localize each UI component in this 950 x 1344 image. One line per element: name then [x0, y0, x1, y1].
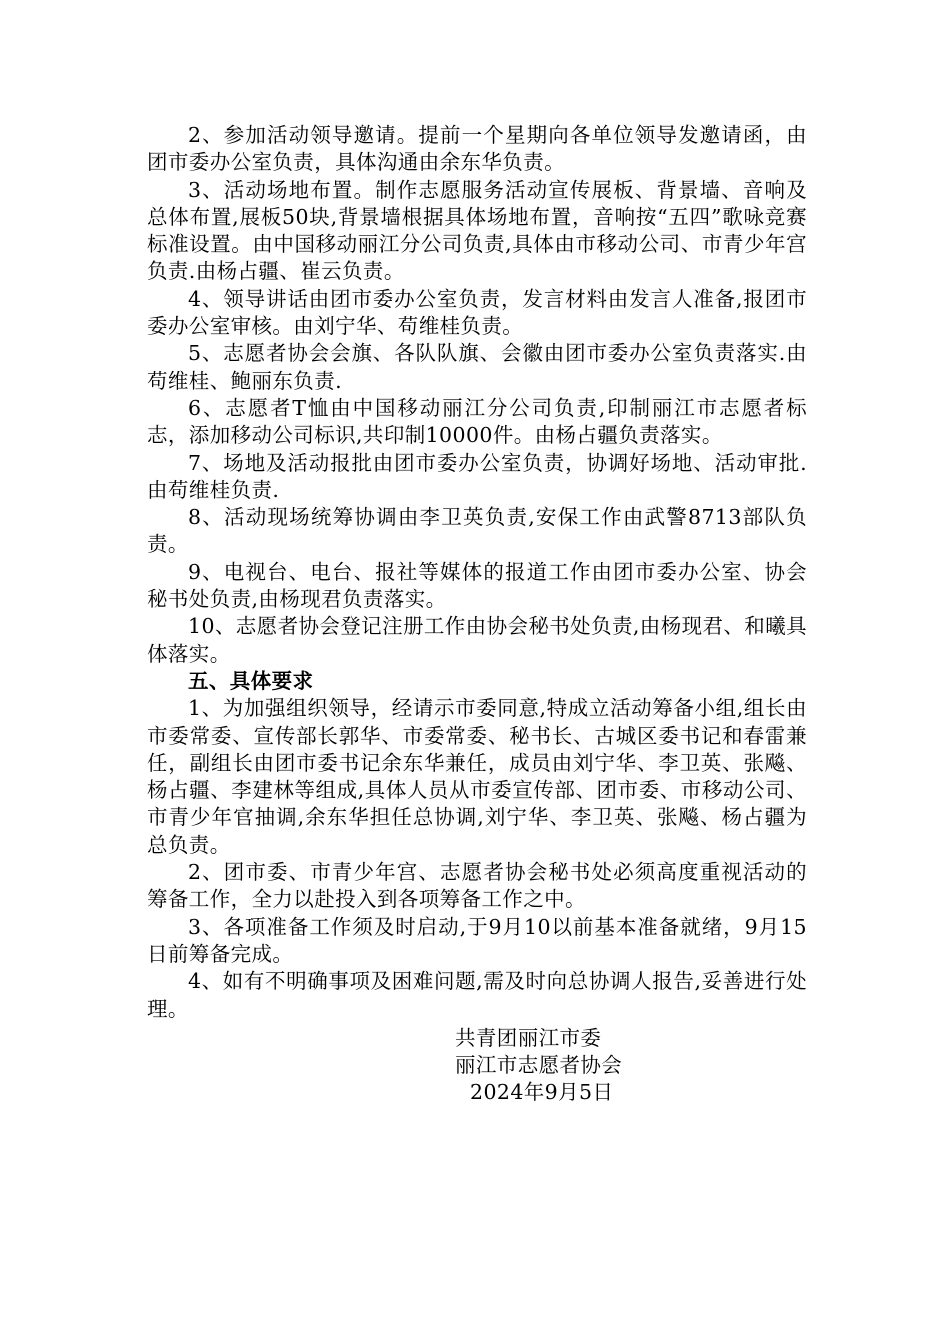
- signature-date: 2024年9月5日: [470, 1080, 614, 1105]
- paragraph-item: 3、活动场地布置。制作志愿服务活动宣传展板、背景墙、音响及总体布置,展板50块,背景墙根据具体场地布置，音响按“五四”歌咏竞赛标准设置。由中国移动丽江分公司负责,具体由市移动公司、市青少年宫负责.由杨占疆、崔云负责。: [147, 177, 807, 284]
- paragraph-item: 8、活动现场统筹协调由李卫英负责,安保工作由武警8713部队负责。: [147, 505, 807, 557]
- section-heading: 五、具体要求: [188, 668, 314, 693]
- signature-org-secondary: 丽江市志愿者协会: [455, 1053, 623, 1078]
- paragraph-item: 7、场地及活动报批由团市委办公室负责，协调好场地、活动审批.由苟维桂负责.: [147, 450, 807, 502]
- paragraph-item: 2、团市委、市青少年宫、志愿者协会秘书处必须高度重视活动的筹备工作，全力以赴投入到各项筹备工作之中。: [147, 860, 807, 912]
- document-body: [147, 122, 807, 1107]
- paragraph-item: 1、为加强组织领导，经请示市委同意,特成立活动筹备小组,组长由市委常委、宣传部长郭华、市委常委、秘书长、古城区委书记和春雷兼任，副组长由团市委书记余东华兼任，成员由刘宁华、李卫英、张飚、杨占疆、李建林等组成,具体人员从市委宣传部、团市委、市移动公司、市青少年官抽调,余东华担任总协调,刘宁华、李卫英、张飚、杨占疆为总负责。: [147, 696, 807, 857]
- paragraph-item: 5、志愿者协会会旗、各队队旗、会徽由团市委办公室负责落实.由苟维桂、鲍丽东负责.: [147, 341, 807, 393]
- paragraph-item: 2、参加活动领导邀请。提前一个星期向各单位领导发邀请函，由团市委办公室负责，具体沟通由余东华负责。: [147, 123, 807, 175]
- signature-org-primary: 共青团丽江市委: [455, 1025, 602, 1050]
- paragraph-item: 3、各项准备工作须及时启动,于9月10以前基本准备就绪，9月15日前筹备完成。: [147, 914, 807, 966]
- paragraph-item: 4、如有不明确事项及困难问题,需及时向总协调人报告,妥善进行处理。: [147, 969, 807, 1021]
- signature-block: [455, 1025, 807, 1107]
- paragraph-item: 10、志愿者协会登记注册工作由协会秘书处负责,由杨现君、和曦具体落实。: [147, 614, 807, 666]
- paragraph-item: 9、电视台、电台、报社等媒体的报道工作由团市委办公室、协会秘书处负责,由杨现君负责落实。: [147, 559, 807, 612]
- paragraph-item: 4、领导讲话由团市委办公室负责，发言材料由发言人准备,报团市委办公室审核。由刘宁华、苟维桂负责。: [147, 286, 807, 339]
- paragraph-item: 6、志愿者T恤由中国移动丽江分公司负责,印制丽江市志愿者标志，添加移动公司标识,共印制10000件。由杨占疆负责落实。: [147, 395, 807, 448]
